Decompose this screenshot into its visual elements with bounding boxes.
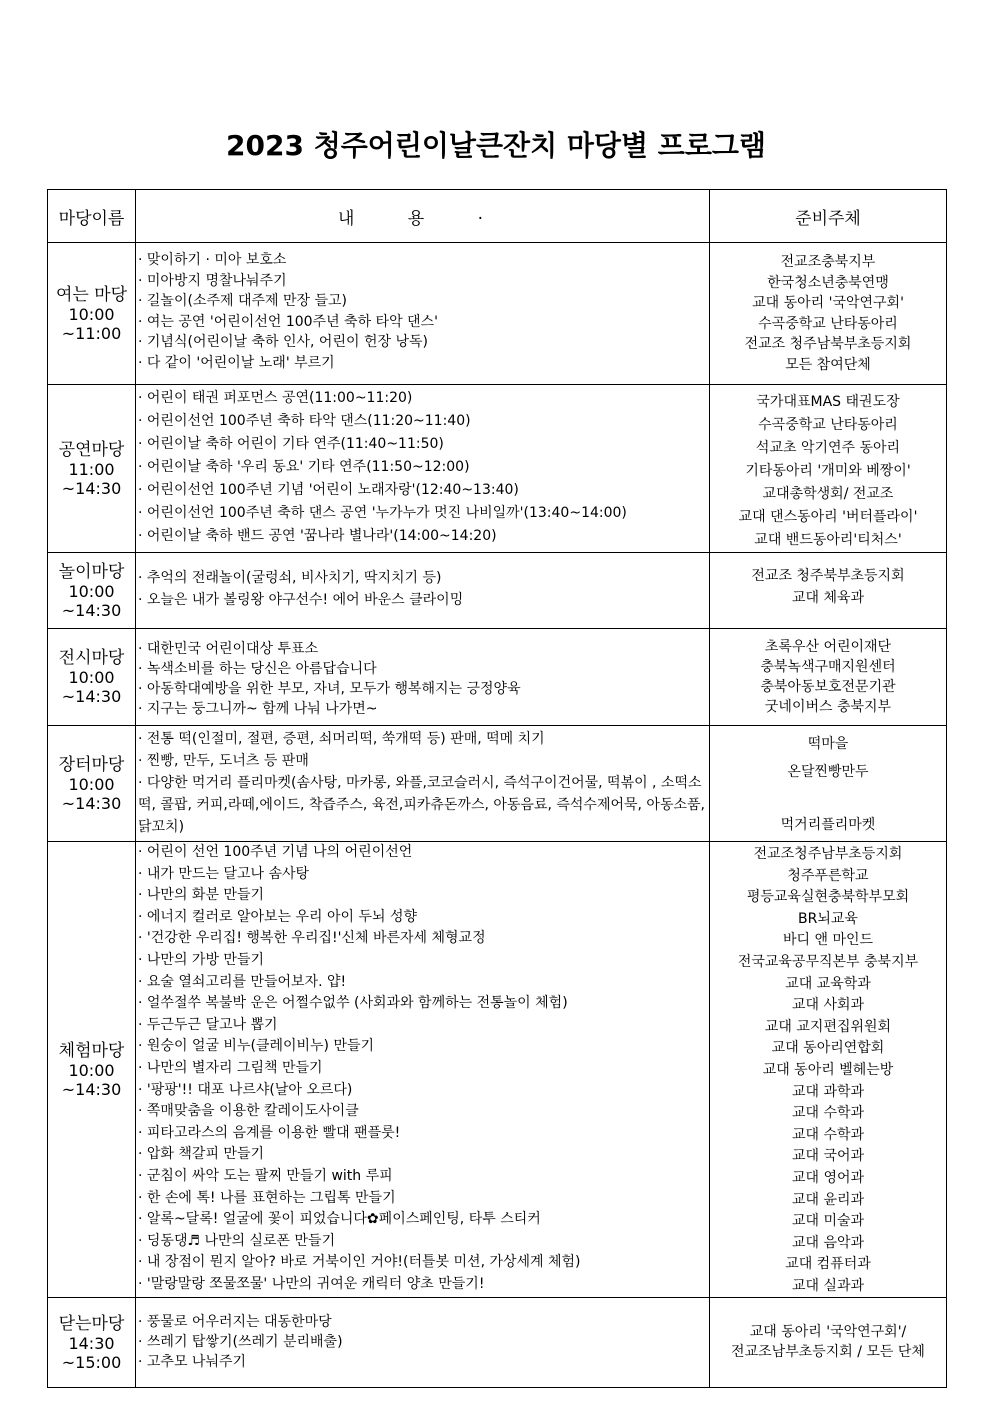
host-organization: 교대 미술과 (791, 1213, 865, 1230)
program-item: · 어린이날 축하 밴드 공연 '꿈나라 별나라'(14:00~14:20) (136, 525, 709, 548)
program-item: · 다 같이 '어린이날 노래' 부르기 (136, 353, 709, 374)
host-organization: 전교조 청주북부초등지회 (751, 568, 905, 584)
host-organization: 충북녹색구매지원센터 (760, 659, 896, 675)
program-item: · 에너지 컬러로 알아보는 우리 아이 두뇌 성향 (136, 907, 709, 929)
section-name-cell (48, 553, 136, 629)
section-time-end: ~14:30 (61, 600, 122, 620)
host-organization: 모든 참여단체 (785, 356, 871, 373)
section-time-start: 10:00 (68, 304, 115, 324)
host-organization: 떡마을 (807, 736, 849, 752)
host-organization: 교대 컴퓨터과 (785, 1256, 871, 1273)
program-item: · 두근두근 달고나 뽑기 (136, 1015, 709, 1037)
program-item: · 오늘은 내가 볼링왕 야구선수! 에어 바운스 클라이밍 (136, 589, 709, 611)
program-item: · 어린이 선언 100주년 기념 나의 어린이선언 (136, 842, 709, 864)
program-item: · 찐빵, 만두, 도너츠 등 판매 (136, 750, 709, 772)
host-organization: 교대 밴드동아리'티처스' (754, 532, 902, 548)
section-time-end: ~14:30 (61, 478, 122, 498)
host-organization: 전교조남부초등지회 / 모든 단체 (731, 1344, 925, 1361)
section-row (48, 553, 947, 629)
program-item: · 알록~달록! 얼굴에 꽃이 피었습니다✿페이스페인팅, 타투 스티커 (136, 1209, 709, 1231)
host-organization: 국가대표MAS 태권도장 (756, 394, 900, 410)
host-organization: 교대 동아리 '국악연구회'/ (749, 1324, 907, 1341)
host-organization: 교대 국어과 (791, 1148, 865, 1165)
host-organization: 전국교육공무직본부 충북지부 (737, 953, 919, 970)
section-name-cell (48, 842, 136, 1298)
program-item: · 어린이선언 100주년 축하 타악 댄스(11:20~11:40) (136, 410, 709, 433)
section-time-end: ~15:00 (61, 1352, 122, 1372)
host-organization: 청주푸른학교 (787, 867, 869, 884)
program-item: · 어린이 태권 퍼포먼스 공연(11:00~11:20) (136, 387, 709, 410)
section-name-cell (48, 385, 136, 553)
header-content: 내 용 · (136, 190, 710, 243)
section-hosts-cell (710, 726, 947, 842)
host-organization: 굿네이버스 충북지부 (764, 699, 892, 715)
program-item: · 어린이선언 100주년 축하 댄스 공연 '누가누가 멋진 나비일까'(13:40~14:00) (136, 502, 709, 525)
program-item: · 지구는 둥그니까~ 함께 나눠 나가면~ (136, 699, 709, 719)
program-item: · 한 손에 톡! 나를 표현하는 그립톡 만들기 (136, 1188, 709, 1210)
section-name: 여는 마당 (55, 284, 128, 305)
section-row (48, 726, 947, 842)
program-item: · 맞이하기 · 미아 보호소 (136, 250, 709, 271)
host-organization: 교대 교육학과 (785, 975, 871, 992)
program-item: · 고추모 나눠주기 (136, 1352, 709, 1372)
program-item: · 내가 만드는 달고나 솜사탕 (136, 864, 709, 886)
section-name-cell (48, 243, 136, 385)
host-organization: 교대 동아리 '국악연구회' (752, 295, 904, 311)
program-table (47, 189, 947, 1388)
program-item: · 피타고라스의 음계를 이용한 빨대 팬플룻! (136, 1123, 709, 1145)
section-name: 전시마당 (58, 648, 125, 668)
section-items-cell (136, 629, 710, 726)
host-organization: 먹거리플리마켓 (780, 817, 876, 833)
program-item: · 쪽매맞춤을 이용한 칼레이도사이클 (136, 1101, 709, 1123)
program-item: · 나만의 화분 만들기 (136, 885, 709, 907)
section-name: 체험마당 (58, 1040, 125, 1061)
section-time-start: 10:00 (68, 668, 115, 687)
host-organization: 충북아동보호전문기관 (760, 679, 896, 695)
section-name-cell (48, 1298, 136, 1388)
section-row (48, 1298, 947, 1388)
program-item: · 여는 공연 '어린이선언 100주년 축하 타악 댄스' (136, 312, 709, 333)
section-hosts-cell (710, 1298, 947, 1388)
program-item: · '건강한 우리집! 행복한 우리집!'신체 바른자세 체형교정 (136, 928, 709, 950)
header-host: 준비주체 (710, 190, 947, 243)
host-organization: 교대총학생회/ 전교조 (762, 486, 894, 502)
section-hosts-cell (710, 243, 947, 385)
program-item: · 미아방지 명찰나눠주기 (136, 271, 709, 292)
section-hosts-cell (710, 553, 947, 629)
section-time-start: 11:00 (68, 459, 115, 479)
section-name: 놀이마당 (58, 561, 125, 582)
host-organization: 교대 동아리연합회 (771, 1040, 885, 1057)
host-organization: 평등교육실현충북학부모회 (746, 889, 910, 906)
section-items-cell (136, 842, 710, 1298)
section-row (48, 842, 947, 1298)
section-time-start: 10:00 (68, 581, 115, 601)
host-organization: 교대 실과과 (791, 1277, 865, 1294)
host-organization: 교대 과학과 (791, 1083, 865, 1100)
program-item: · 쓰레기 탑쌓기(쓰레기 분리배출) (136, 1332, 709, 1352)
host-organization: 교대 음악과 (791, 1234, 865, 1251)
page-title: 2023 청주어린이날큰잔치 마당별 프로그램 (226, 129, 766, 162)
program-item: · 얼쑤절쑤 복불박 운은 어쩔수없쑤 (사회과와 함께하는 전통놀이 체험) (136, 993, 709, 1015)
section-name: 장터마당 (58, 754, 125, 775)
host-organization: 한국청소년충북연맹 (767, 274, 889, 291)
host-organization: 바디 앤 마인드 (782, 932, 874, 949)
host-organization: 초록우산 어린이재단 (764, 639, 892, 655)
program-item: · 아동학대예방을 위한 부모, 자녀, 모두가 행복해지는 긍정양육 (136, 679, 709, 699)
host-organization: 수곡중학교 난타동아리 (758, 417, 898, 433)
section-row (48, 385, 947, 553)
program-item: · 대한민국 어린이대상 투표소 (136, 639, 709, 659)
host-organization: 교대 댄스동아리 '버터플라이' (738, 509, 918, 525)
program-item: · 나만의 가방 만들기 (136, 950, 709, 972)
program-item: · 녹색소비를 하는 당신은 아름답습니다 (136, 659, 709, 679)
program-item: · '팡팡'!! 대포 나르샤(날아 오르다) (136, 1080, 709, 1102)
host-organization: 전교조 청주남북부초등지회 (744, 336, 912, 352)
section-hosts-cell (710, 842, 947, 1298)
section-name: 공연마당 (58, 439, 125, 460)
section-time-start: 10:00 (68, 1060, 115, 1080)
section-hosts-cell (710, 629, 947, 726)
section-row (48, 243, 947, 385)
section-time-end: ~14:30 (61, 687, 122, 706)
program-item: · 전통 떡(인절미, 절편, 증편, 쇠머리떡, 쑥개떡 등) 판매, 떡메 치기 (136, 728, 709, 750)
program-item: · 요술 열쇠고리를 만들어보자. 얍! (136, 972, 709, 994)
section-items-cell (136, 385, 710, 553)
host-organization: 전교조청주남부초등지회 (753, 846, 903, 862)
program-item: · 풍물로 어우러지는 대동한마당 (136, 1312, 709, 1332)
host-organization: 교대 윤리과 (791, 1191, 865, 1208)
program-item: · 길놀이(소주제 대주제 만장 들고) (136, 291, 709, 312)
host-organization: 교대 영어과 (791, 1169, 865, 1186)
program-item: · 어린이날 축하 '우리 동요' 기타 연주(11:50~12:00) (136, 456, 709, 479)
host-organization: BR뇌교육 (798, 910, 858, 927)
program-item: · 내 장점이 뭔지 알아? 바로 거북이인 거야!(터틀봇 미션, 가상세계 체험) (136, 1252, 709, 1274)
section-items-cell (136, 1298, 710, 1388)
section-items-cell (136, 726, 710, 842)
program-item: · 기념식(어린이날 축하 인사, 어린이 헌장 낭독) (136, 332, 709, 353)
program-item: · 다양한 먹거리 플리마켓(솜사탕, 마카롱, 와플,코코슬러시, 즉석구이건어물, 떡볶이 , 소떡소떡, 콜팝, 커피,라떼,에이드, 착즙주스, 육전,피카츄돈까스, 아동음료, 즉석수제어묵, 아동소품, 닭꼬치) (136, 772, 709, 838)
header-name: 마당이름 (48, 190, 136, 243)
section-items-cell (136, 243, 710, 385)
program-item: · 군침이 싸악 도는 팔찌 만들기 with 루피 (136, 1166, 709, 1188)
section-time-start: 10:00 (68, 774, 115, 794)
program-item: · 압화 책갈피 만들기 (136, 1144, 709, 1166)
program-item: · 어린이날 축하 어린이 기타 연주(11:40~11:50) (136, 433, 709, 456)
host-organization: 교대 수학과 (791, 1126, 865, 1143)
program-item: · 추억의 전래놀이(굴렁쇠, 비사치기, 딱지치기 등) (136, 567, 709, 589)
section-time-end: ~11:00 (61, 323, 122, 343)
program-item: · 어린이선언 100주년 기념 '어린이 노래자랑'(12:40~13:40) (136, 479, 709, 502)
host-organization: 교대 체육과 (791, 590, 865, 606)
host-organization: 수곡중학교 난타동아리 (758, 315, 898, 332)
host-organization: 기타동아리 '개미와 베짱이' (745, 463, 911, 479)
host-organization: 전교조충북지부 (780, 254, 876, 270)
host-organization: 온달찐빵만두 (787, 764, 869, 780)
host-organization: 석교초 악기연주 동아리 (755, 440, 901, 456)
host-organization: 교대 교지편집위원회 (764, 1018, 892, 1035)
section-items-cell (136, 553, 710, 629)
section-name: 닫는마당 (58, 1313, 125, 1334)
section-name-cell (48, 629, 136, 726)
program-item: · 딩동댕♬ 나만의 실로폰 만들기 (136, 1231, 709, 1253)
section-time-end: ~14:30 (61, 793, 122, 813)
host-organization: 교대 수학과 (791, 1105, 865, 1122)
program-item: · 원숭이 얼굴 비누(클레이비누) 만들기 (136, 1036, 709, 1058)
section-time-end: ~14:30 (61, 1079, 122, 1099)
section-hosts-cell (710, 385, 947, 553)
host-organization: 교대 동아리 벨헤는방 (762, 1061, 894, 1078)
header-row (48, 190, 947, 243)
program-item: · 나만의 별자리 그림책 만들기 (136, 1058, 709, 1080)
section-row (48, 629, 947, 726)
host-organization: 교대 사회과 (791, 997, 865, 1014)
section-name-cell (48, 726, 136, 842)
section-time-start: 14:30 (68, 1333, 115, 1353)
program-item: · '말랑말랑 쪼물쪼물' 나만의 귀여운 캐릭터 양초 만들기! (136, 1274, 709, 1296)
